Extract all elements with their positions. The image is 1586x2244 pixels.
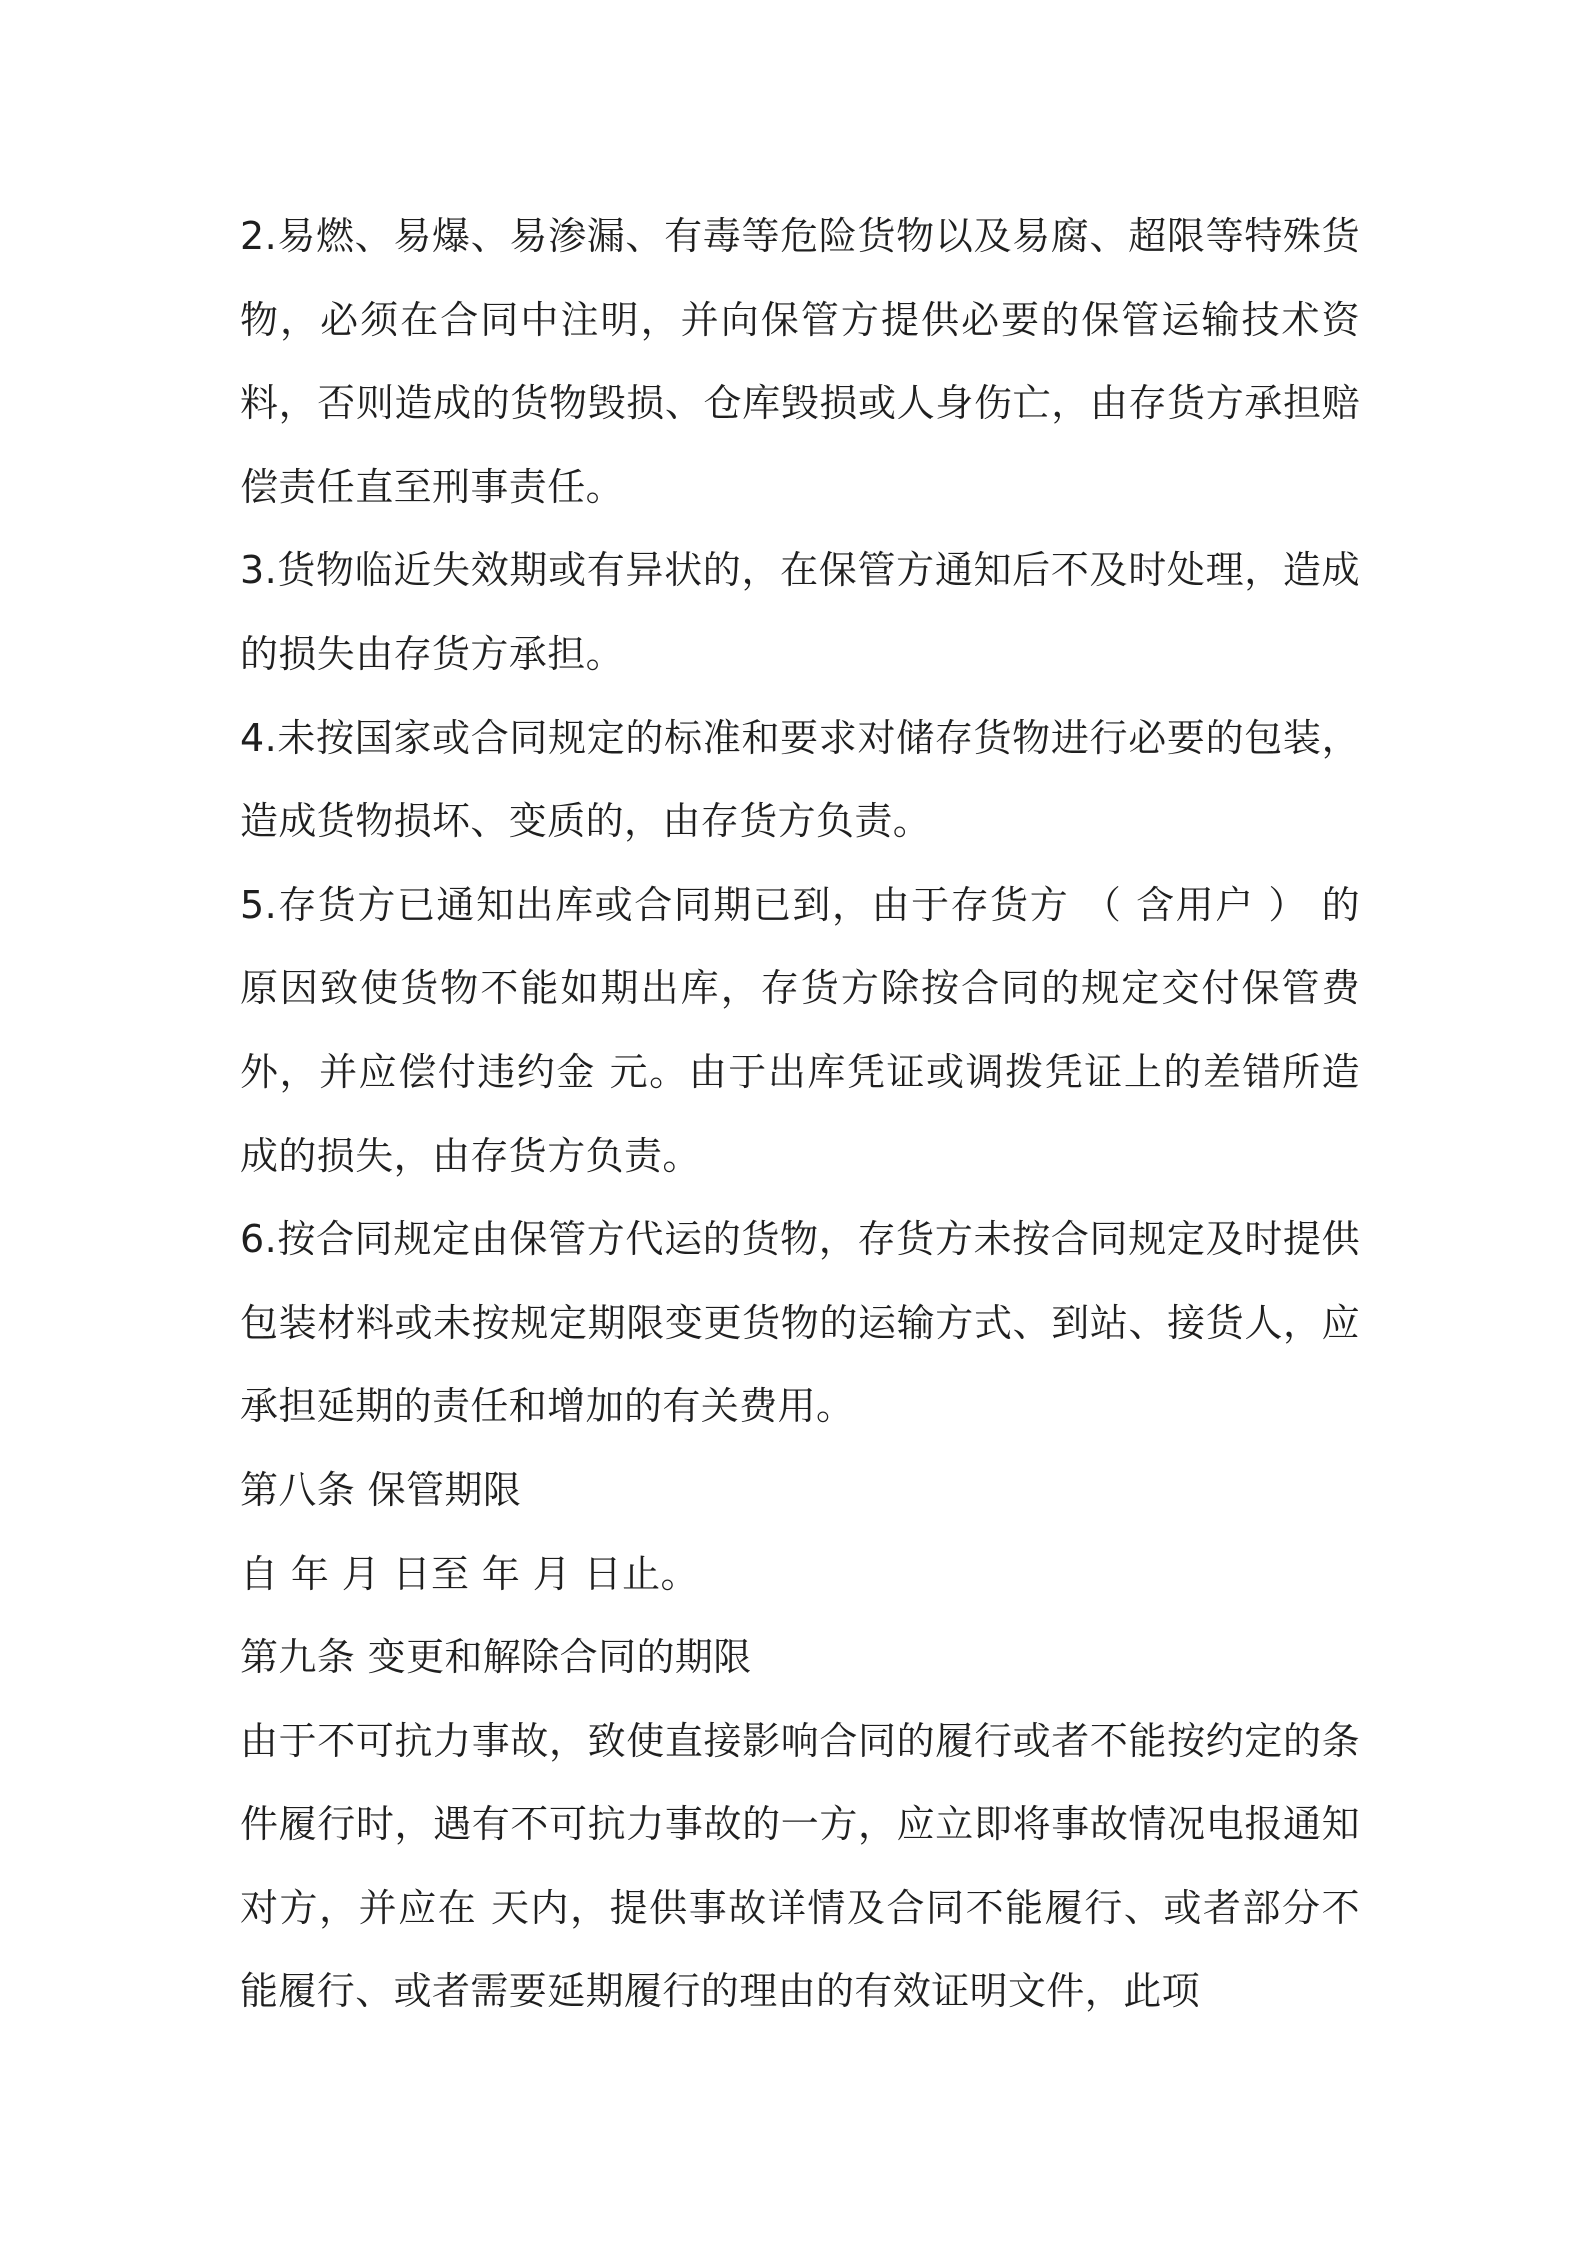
- document-body: [240, 195, 1360, 2034]
- paragraph-clause-4: 4.未按国家或合同规定的标准和要求对储存货物进行必要的包装，造成货物损坏、变质的，由存货方负责。: [240, 715, 1360, 844]
- paragraph-clause-5: 5.存货方已通知出库或合同期已到，由于存货方 （ 含用户 ） 的原因致使货物不能如期出库，存货方除按合同的规定交付保管费外，并应偿付违约金 元。由于出库凭证或调拨凭证上的差错所造成的损失，由存货方负责。: [240, 882, 1360, 1178]
- paragraph-clause-3: 3.货物临近失效期或有异状的，在保管方通知后不及时处理，造成的损失由存货方承担。: [240, 548, 1360, 676]
- article-9-heading: 第九条 变更和解除合同的期限: [240, 1635, 752, 1680]
- paragraph-clause-2: 2.易燃、易爆、易渗漏、有毒等危险货物以及易腐、超限等特殊货物，必须在合同中注明，并向保管方提供必要的保管运输技术资料，否则造成的货物毁损、仓库毁损或人身伤亡，由存货方承担赔偿责任直至刑事责任。: [240, 214, 1360, 509]
- force-majeure-paragraph: 由于不可抗力事故，致使直接影响合同的履行或者不能按约定的条件履行时，遇有不可抗力事故的一方，应立即将事故情况电报通知对方，并应在 天内，提供事故详情及合同不能履行、或者部分不能履行、或者需要延期履行的理由的有效证明文件，此项: [240, 1718, 1360, 2014]
- article-8-heading: 第八条 保管期限: [240, 1467, 522, 1512]
- storage-period-line: 自 年 月 日至 年 月 日止。: [240, 1551, 699, 1596]
- paragraph-clause-6: 6.按合同规定由保管方代运的货物，存货方未按合同规定及时提供包装材料或未按规定期限变更货物的运输方式、到站、接货人，应承担延期的责任和增加的有关费用。: [240, 1217, 1360, 1429]
